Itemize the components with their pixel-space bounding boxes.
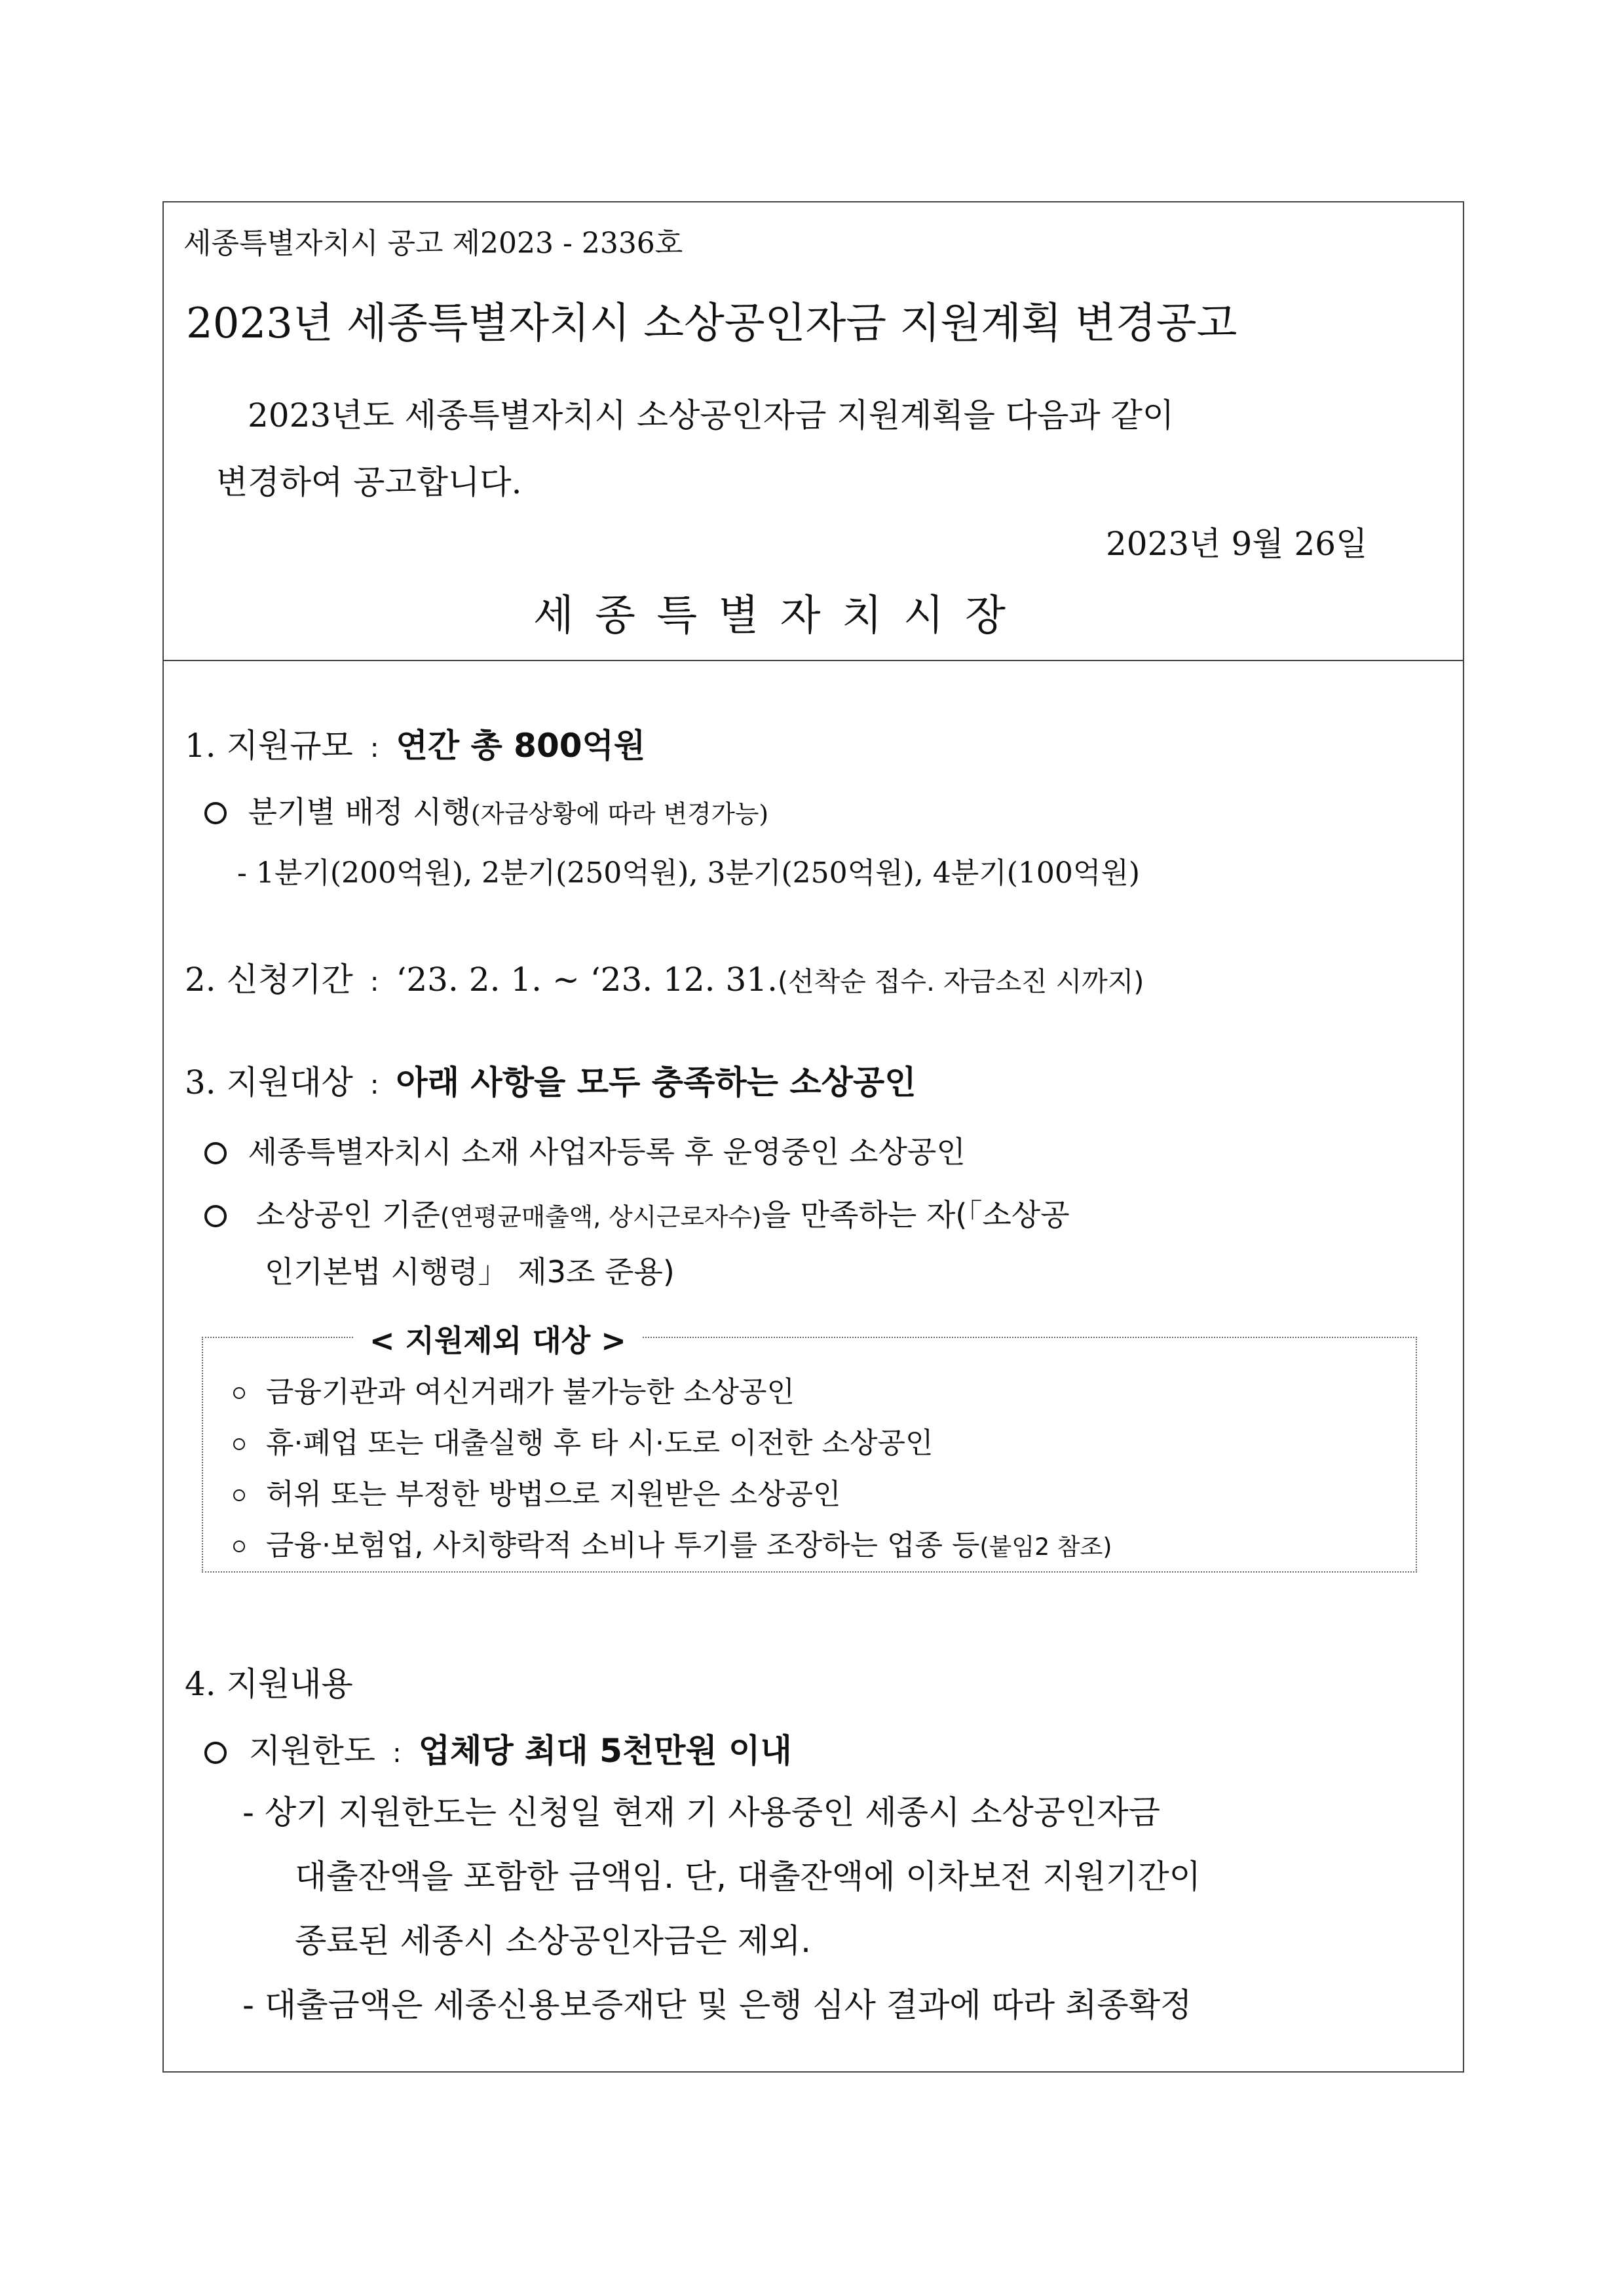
hollow-bullet-icon (233, 1540, 245, 1552)
circle-bullet-icon (204, 1742, 227, 1764)
section-4-dash-1-line-1: - 상기 지원한도는 신청일 현재 기 사용중인 세종시 소상공인자금 (242, 1793, 1160, 1831)
intro-line-1: 2023년도 세종특별자치시 소상공인자금 지원계획을 다음과 같이 (248, 396, 1175, 434)
section-1-bullet: 분기별 배정 시행(자금상황에 따라 변경가능) (204, 788, 768, 832)
exclusion-item: 허위 또는 부정한 방법으로 지원받은 소상공인 (233, 1470, 841, 1512)
header-divider (164, 660, 1463, 661)
notice-number: 세종특별자치시 공고 제2023 - 2336호 (183, 227, 683, 260)
hollow-bullet-icon (233, 1438, 245, 1450)
section-4-dash-1-line-3: 종료된 세종시 소상공인자금은 제외. (295, 1922, 812, 1960)
intro-line-2: 변경하여 공고합니다. (216, 463, 522, 501)
section-3-bullet-2-cont: 인기본법 시행령」 제3조 준용) (265, 1254, 675, 1290)
hollow-bullet-icon (233, 1387, 245, 1399)
section-4-bullet: 지원한도 : 업체당 최대 5천만원 이내 (204, 1725, 792, 1772)
exclusion-title: < 지원제외 대상 > (354, 1317, 642, 1360)
section-3-bullet-2: 소상공인 기준(연평균매출액, 상시근로자수)을 만족하는 자(「소상공 (204, 1191, 1436, 1234)
exclusion-item: 휴·폐업 또는 대출실행 후 타 시·도로 이전한 소상공인 (233, 1419, 933, 1461)
issuer-name: 세 종 특 별 자 치 시 장 (533, 592, 1010, 640)
exclusion-item: 금융기관과 여신거래가 불가능한 소상공인 (233, 1368, 795, 1410)
circle-bullet-icon (204, 802, 227, 824)
section-3-bullet-1: 세종특별자치시 소재 사업자등록 후 운영중인 소상공인 (204, 1128, 966, 1172)
section-1-quarters: - 1분기(200억원), 2분기(250억원), 3분기(250억원), 4분기(100억원) (237, 856, 1141, 890)
exclusion-item: 금융·보험업, 사치향락적 소비나 투기를 조장하는 업종 등(붙임2 참조) (233, 1521, 1112, 1563)
notice-date: 2023년 9월 26일 (1106, 525, 1368, 563)
section-4-dash-1-line-2: 대출잔액을 포함한 금액임. 단, 대출잔액에 이차보전 지원기간이 (295, 1858, 1201, 1896)
circle-bullet-icon (204, 1142, 227, 1164)
hollow-bullet-icon (233, 1489, 245, 1501)
notice-title: 2023년 세종특별자치시 소상공인자금 지원계획 변경공고 (186, 299, 1237, 348)
section-4-dash-2: - 대출금액은 세종신용보증재단 및 은행 심사 결과에 따라 최종확정 (242, 1986, 1192, 2024)
circle-bullet-icon (204, 1205, 227, 1227)
section-2-heading: 2. 신청기간 : ‘23. 2. 1. ~ ‘23. 12. 31.(선착순 접수. 자금소진 시까지) (185, 961, 1144, 999)
section-3-heading: 3. 지원대상 : 아래 사항을 모두 충족하는 소상공인 (185, 1063, 916, 1101)
section-4-heading: 4. 지원내용 (185, 1665, 353, 1703)
section-1-heading: 1. 지원규모 : 연간 총 800억원 (185, 727, 646, 765)
